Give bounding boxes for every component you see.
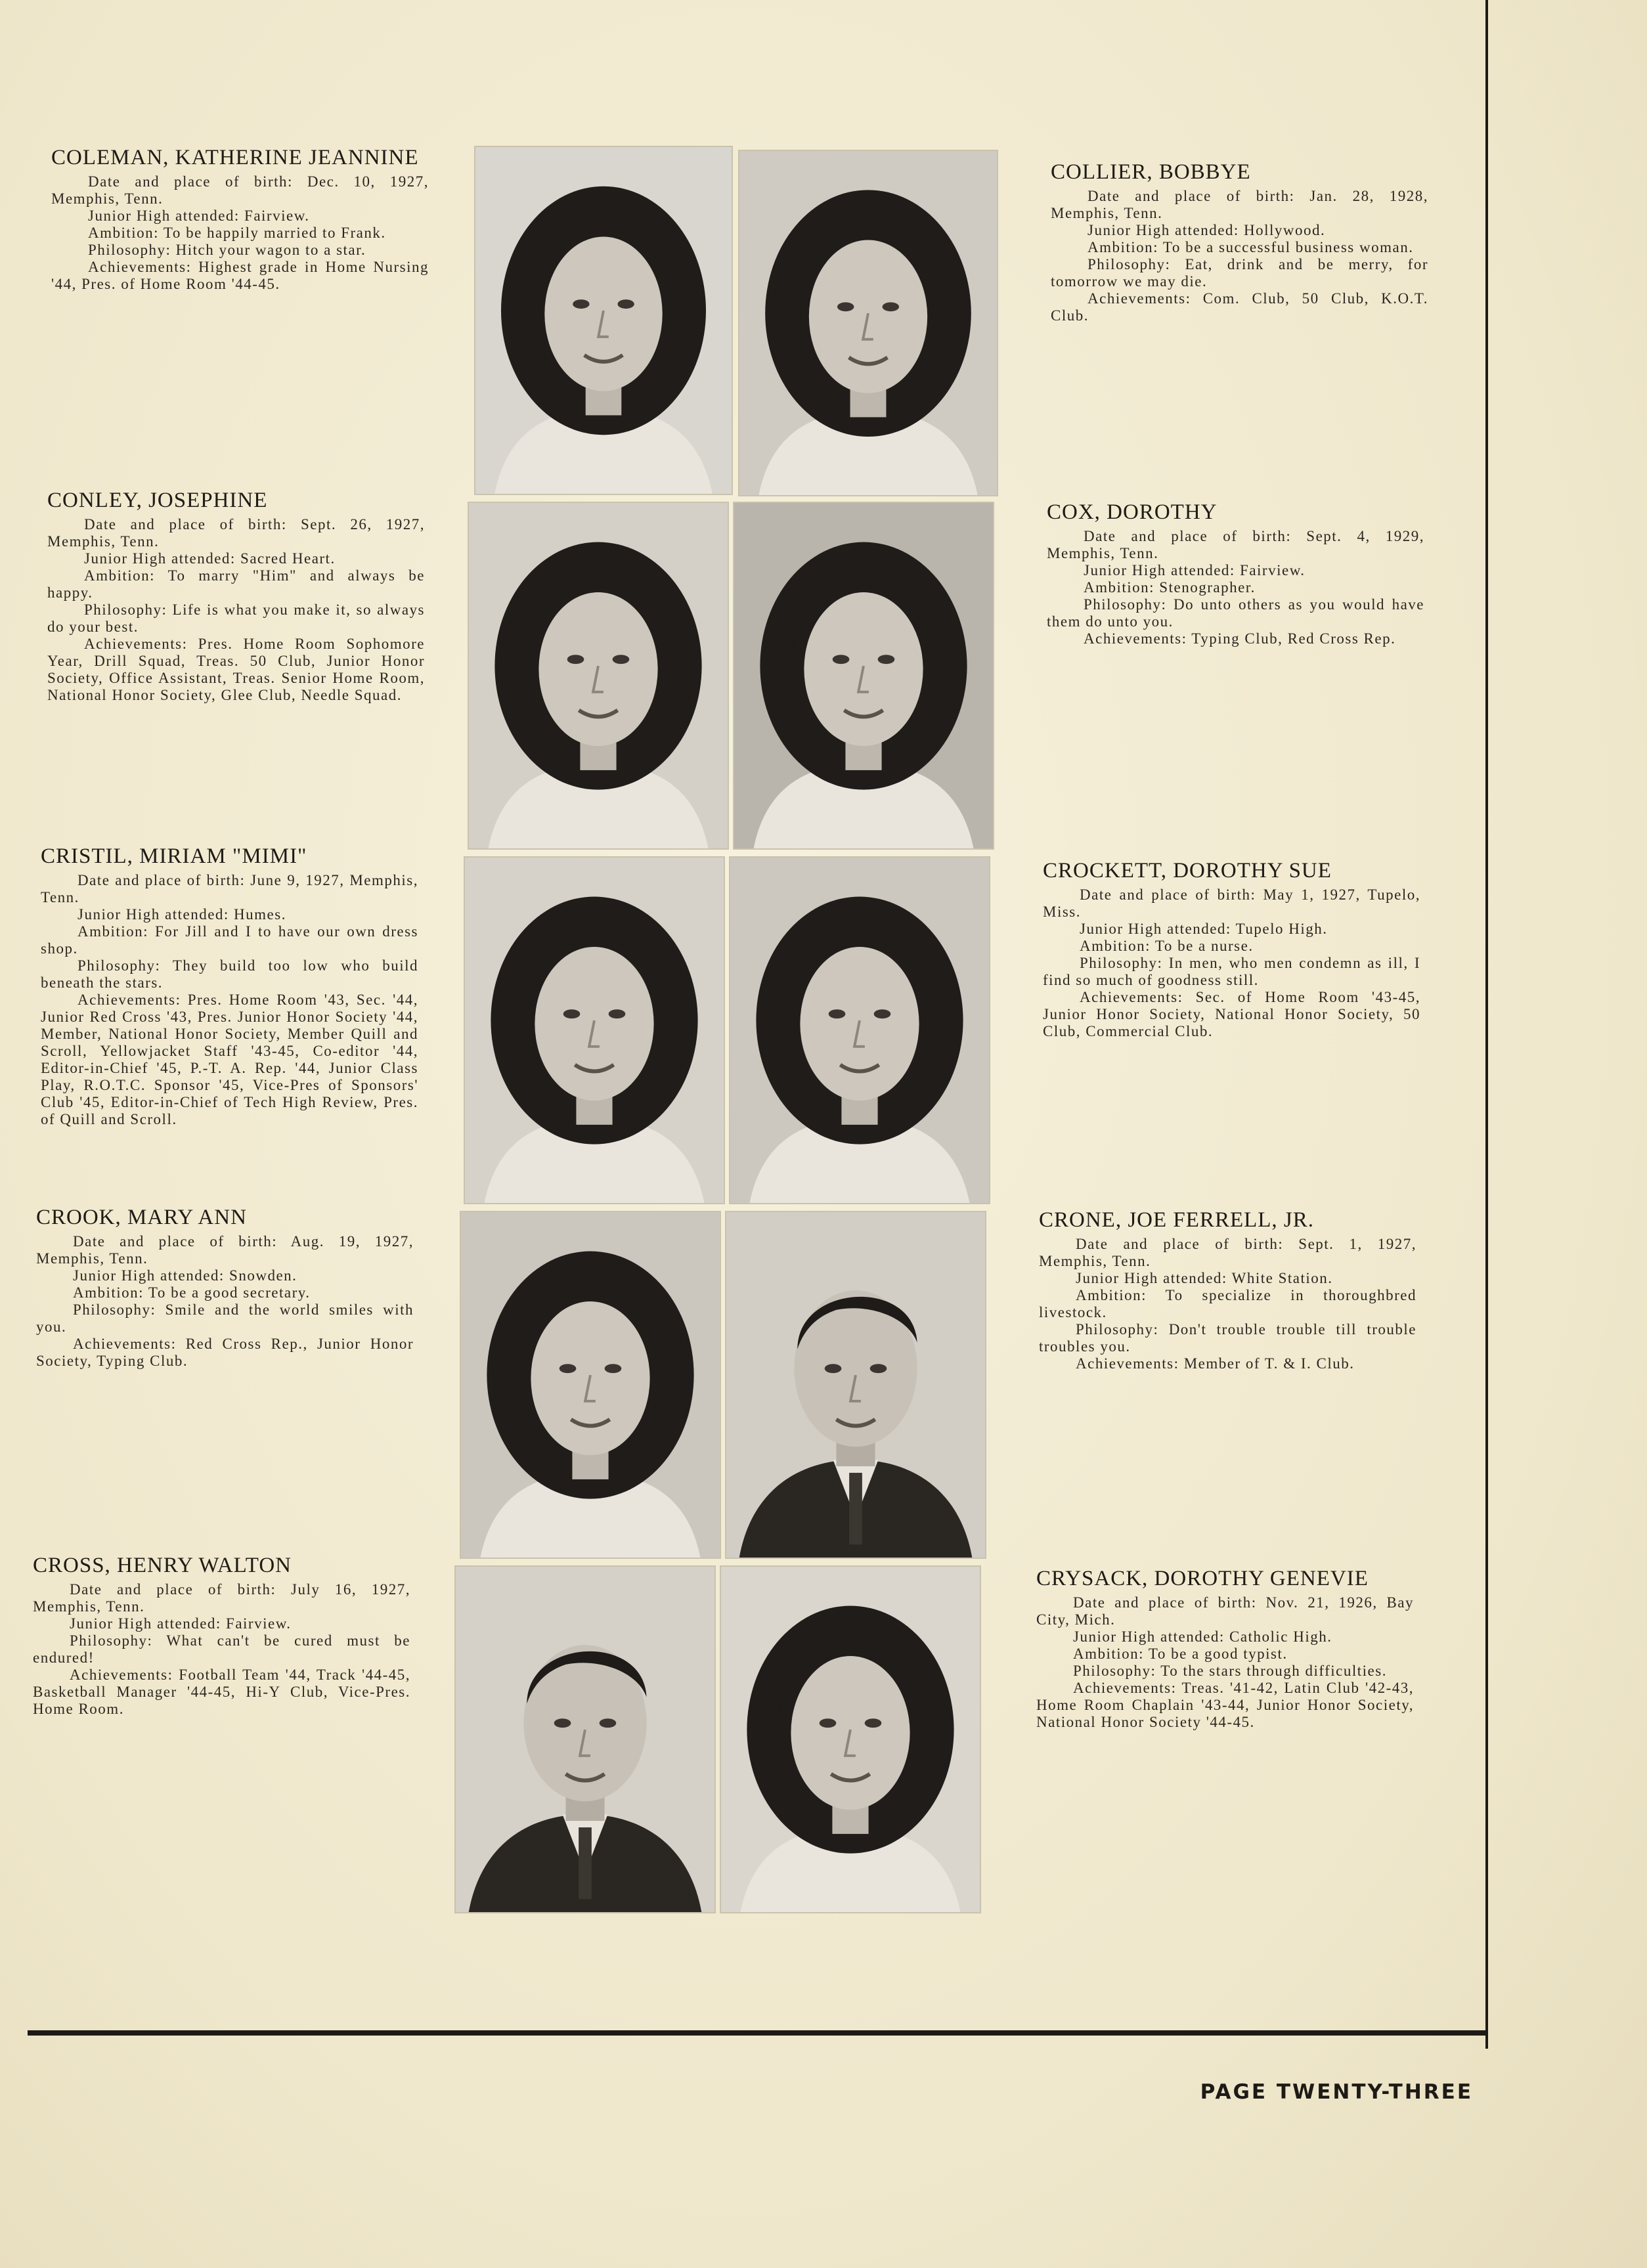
detail-line: Ambition: To be a successful business woman. — [1087, 239, 1414, 255]
page-number: PAGE TWENTY-THREE — [1200, 2080, 1473, 2104]
detail-line: Achievements: Highest grade in Home Nursing '44, Pres. of Home Room '44-45. — [51, 259, 429, 292]
detail-line: Date and place of birth: Sept. 1, 1927, Memphis, Tenn. — [1039, 1236, 1416, 1269]
detail-line: Junior High attended: Catholic High. — [1073, 1628, 1332, 1645]
detail-line: Philosophy: Life is what you make it, so always do your best. — [47, 601, 425, 635]
bio-cross — [33, 1554, 410, 1718]
detail-line: Philosophy: To the stars through difficulties. — [1073, 1663, 1387, 1679]
detail-line: Date and place of birth: Jan. 28, 1928, Memphis, Tenn. — [1051, 188, 1428, 221]
page-border-bottom — [28, 2030, 1488, 2036]
detail-line: Ambition: To be a good secretary. — [73, 1284, 311, 1301]
detail-line: Achievements: Com. Club, 50 Club, K.O.T. Club. — [1051, 290, 1428, 324]
detail-line: Ambition: For Jill and I to have our own dress shop. — [41, 923, 418, 957]
bio-cristil — [41, 844, 418, 1128]
detail-line: Junior High attended: Fairview. — [70, 1615, 292, 1632]
detail-line: Date and place of birth: July 16, 1927, Memphis, Tenn. — [33, 1581, 410, 1615]
bio-crook — [36, 1206, 414, 1370]
detail-line: Junior High attended: Fairview. — [88, 207, 310, 224]
detail-line: Achievements: Sec. of Home Room '43-45, Junior Honor Society, National Honor Society, 50 Club, Commercial Club. — [1043, 989, 1420, 1039]
detail-line: Junior High attended: Tupelo High. — [1080, 921, 1328, 937]
student-portrait — [725, 1211, 986, 1559]
student-name: CROSS, HENRY WALTON — [33, 1554, 292, 1577]
detail-line: Ambition: To marry "Him" and always be happy. — [47, 567, 425, 601]
student-portrait — [468, 502, 729, 850]
detail-line: Date and place of birth: Sept. 4, 1929, Memphis, Tenn. — [1047, 528, 1424, 561]
detail-line: Philosophy: They build too low who build beneath the stars. — [41, 957, 418, 991]
student-details — [47, 516, 425, 704]
detail-line: Ambition: Stenographer. — [1084, 579, 1256, 596]
student-details — [41, 872, 418, 1128]
student-name: COLEMAN, KATHERINE JEANNINE — [51, 146, 419, 169]
detail-line: Date and place of birth: Sept. 26, 1927, Memphis, Tenn. — [47, 516, 425, 550]
detail-line: Ambition: To specialize in thoroughbred livestock. — [1039, 1287, 1416, 1320]
page-border-right — [1485, 0, 1488, 2049]
student-portrait — [729, 856, 990, 1204]
bio-collier — [1051, 160, 1428, 324]
student-portrait — [738, 150, 998, 496]
student-details — [1039, 1236, 1416, 1372]
detail-line: Junior High attended: Hollywood. — [1087, 222, 1326, 238]
detail-line: Date and place of birth: June 9, 1927, Memphis, Tenn. — [41, 872, 418, 905]
detail-line: Philosophy: Eat, drink and be merry, for tomorrow we may die. — [1051, 256, 1428, 290]
student-details — [51, 173, 429, 293]
bio-crockett — [1043, 859, 1420, 1040]
student-portrait — [460, 1211, 721, 1559]
student-details — [36, 1233, 414, 1370]
detail-line: Junior High attended: Sacred Heart. — [84, 550, 336, 567]
detail-line: Date and place of birth: May 1, 1927, Tupelo, Miss. — [1043, 886, 1420, 920]
student-name: CONLEY, JOSEPHINE — [47, 489, 268, 512]
detail-line: Achievements: Member of T. & I. Club. — [1076, 1355, 1355, 1372]
student-name: CRONE, JOE FERRELL, JR. — [1039, 1208, 1315, 1232]
student-name: CRISTIL, MIRIAM "MIMI" — [41, 844, 307, 868]
student-name: COLLIER, BOBBYE — [1051, 160, 1251, 184]
detail-line: Achievements: Typing Club, Red Cross Rep. — [1084, 630, 1396, 647]
student-details — [1047, 528, 1424, 647]
detail-line: Achievements: Football Team '44, Track '44-45, Basketball Manager '44-45, Hi-Y Club, Vice-Pres. Home Room. — [33, 1667, 410, 1717]
student-details — [1043, 886, 1420, 1040]
detail-line: Philosophy: Smile and the world smiles with you. — [36, 1301, 414, 1335]
detail-line: Achievements: Pres. Home Room '43, Sec. '44, Junior Red Cross '43, Pres. Junior Honor Society '44, Member, National Honor Society, Member Quill and Scroll, Yellowjacket Staff '43-45, Co-editor '44, Editor-in-Chief '45, P.-T. A. Rep. '44, Junior Class Play, R.O.T.C. Sponsor '45, Vice-Pres of Sponsors' Club '45, Editor-in-Chief of Tech High Review, Pres. of Quill and Scroll. — [41, 992, 418, 1127]
detail-line: Date and place of birth: Nov. 21, 1926, Bay City, Mich. — [1036, 1594, 1414, 1628]
detail-line: Philosophy: Do unto others as you would have them do unto you. — [1047, 596, 1424, 630]
detail-line: Junior High attended: Fairview. — [1084, 562, 1306, 578]
student-details — [1036, 1594, 1414, 1731]
student-portrait — [464, 856, 725, 1204]
bio-crone — [1039, 1208, 1416, 1372]
student-details — [33, 1581, 410, 1718]
student-name: CROOK, MARY ANN — [36, 1206, 247, 1229]
detail-line: Philosophy: What can't be cured must be endured! — [33, 1632, 410, 1666]
detail-line: Junior High attended: Snowden. — [73, 1267, 297, 1284]
detail-line: Ambition: To be a good typist. — [1073, 1646, 1288, 1662]
student-portrait — [720, 1565, 981, 1913]
student-portrait — [454, 1565, 716, 1913]
student-name: CRYSACK, DOROTHY GENEVIE — [1036, 1567, 1369, 1590]
bio-conley — [47, 489, 425, 704]
student-name: COX, DOROTHY — [1047, 500, 1218, 524]
detail-line: Philosophy: In men, who men condemn as ill, I find so much of goodness still. — [1043, 955, 1420, 988]
student-portrait — [733, 502, 994, 850]
detail-line: Achievements: Treas. '41-42, Latin Club '42-43, Home Room Chaplain '43-44, Junior Honor Society, National Honor Society '44-45. — [1036, 1680, 1414, 1730]
student-name: CROCKETT, DOROTHY SUE — [1043, 859, 1332, 883]
detail-line: Achievements: Red Cross Rep., Junior Honor Society, Typing Club. — [36, 1336, 414, 1369]
detail-line: Date and place of birth: Dec. 10, 1927, Memphis, Tenn. — [51, 173, 429, 207]
detail-line: Philosophy: Hitch your wagon to a star. — [88, 242, 366, 258]
student-portrait — [474, 146, 733, 495]
student-details — [1051, 188, 1428, 324]
bio-cox — [1047, 500, 1424, 647]
detail-line: Ambition: To be happily married to Frank. — [88, 225, 386, 241]
detail-line: Achievements: Pres. Home Room Sophomore Year, Drill Squad, Treas. 50 Club, Junior Honor Society, Office Assistant, Treas. Senior Home Room, National Honor Society, Glee Club, Needle Squad. — [47, 636, 425, 703]
detail-line: Junior High attended: Humes. — [77, 906, 286, 923]
detail-line: Date and place of birth: Aug. 19, 1927, Memphis, Tenn. — [36, 1233, 414, 1267]
bio-coleman — [51, 146, 429, 293]
detail-line: Philosophy: Don't trouble trouble till trouble troubles you. — [1039, 1321, 1416, 1355]
bio-crysack — [1036, 1567, 1414, 1731]
detail-line: Ambition: To be a nurse. — [1080, 938, 1254, 954]
detail-line: Junior High attended: White Station. — [1076, 1270, 1333, 1286]
